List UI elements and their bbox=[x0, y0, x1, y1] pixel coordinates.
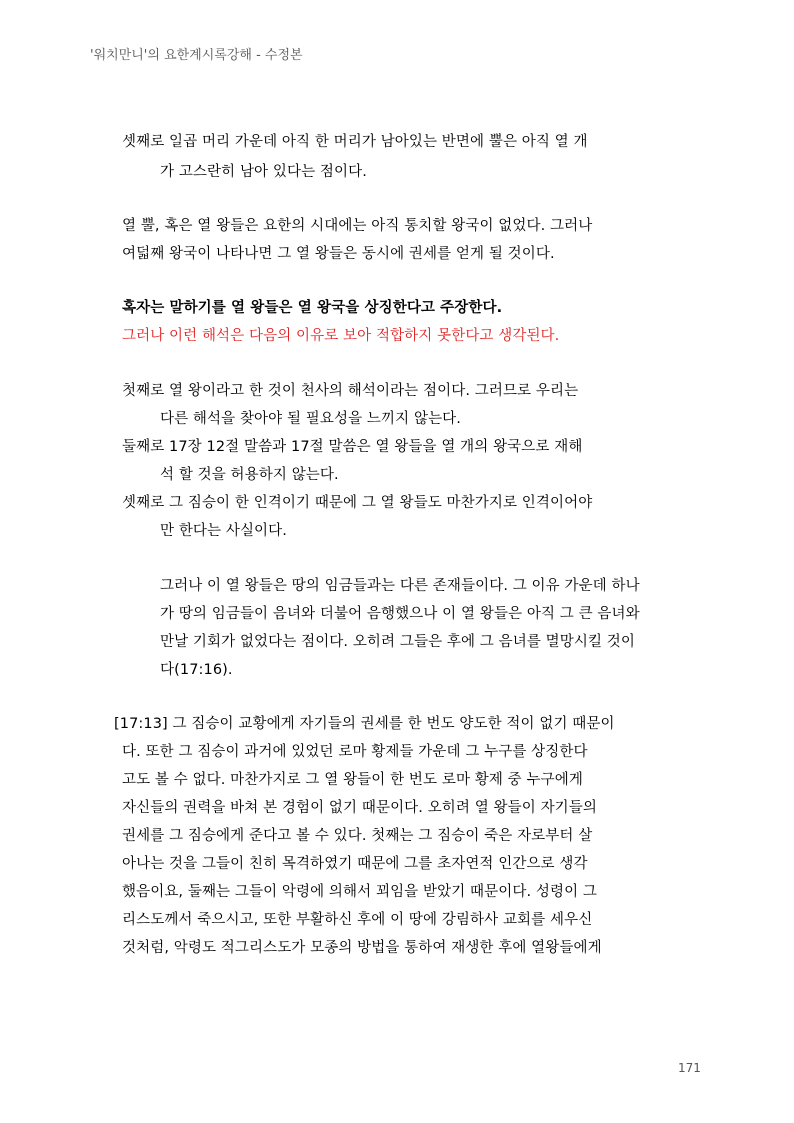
paragraph-line: 가 땅의 임금들이 음녀와 더불어 음행했으나 이 열 왕들은 아직 그 큰 음녀와 bbox=[160, 606, 640, 622]
reason-line: 석 할 것을 허용하지 않는다. bbox=[160, 467, 339, 483]
page-number: 171 bbox=[678, 1061, 701, 1075]
verse-line: 자신들의 권력을 바쳐 본 경험이 없기 때문이다. 오히려 열 왕들이 자기들의 bbox=[122, 800, 598, 816]
reason-line: 만 한다는 사실이다. bbox=[160, 523, 287, 539]
paragraph-line: 가 고스란히 남아 있다는 점이다. bbox=[160, 164, 367, 180]
verse-line: 다. 또한 그 짐승이 과거에 있었던 로마 황제들 가운데 그 누구를 상징한다 bbox=[122, 744, 588, 760]
verse-line: 것처럼, 악령도 적그리스도가 모종의 방법을 통하여 재생한 후에 열왕들에게 bbox=[122, 940, 602, 956]
paragraph-line: 여덟째 왕국이 나타나면 그 열 왕들은 동시에 권세를 얻게 될 것이다. bbox=[122, 246, 555, 262]
reason-line: 다른 해석을 찾아야 될 필요성을 느끼지 않는다. bbox=[160, 411, 461, 427]
red-statement: 그러나 이런 해석은 다음의 이유로 보아 적합하지 못한다고 생각된다. bbox=[122, 328, 560, 344]
running-header: '워치만니'의 요한계시록강해 - 수정본 bbox=[90, 48, 303, 63]
verse-line: 아나는 것을 그들이 친히 목격하였기 때문에 그를 초자연적 인간으로 생각 bbox=[122, 856, 588, 872]
reason-line: 첫째로 열 왕이라고 한 것이 천사의 해석이라는 점이다. 그러므로 우리는 bbox=[122, 383, 579, 399]
reason-line: 셋째로 그 짐승이 한 인격이기 때문에 그 열 왕들도 마찬가지로 인격이어야 bbox=[122, 495, 593, 511]
reason-line: 둘째로 17장 12절 말씀과 17절 말씀은 열 왕들을 열 개의 왕국으로 재해 bbox=[122, 439, 583, 455]
paragraph-line: 다(17:16). bbox=[160, 662, 233, 678]
verse-line: [17:13] 그 짐승이 교황에게 자기들의 권세를 한 번도 양도한 적이 없기 때문이 bbox=[114, 716, 615, 732]
paragraph-line: 그러나 이 열 왕들은 땅의 임금들과는 다른 존재들이다. 그 이유 가운데 하나 bbox=[160, 578, 640, 594]
verse-line: 리스도께서 죽으시고, 또한 부활하신 후에 이 땅에 강림하사 교회를 세우신 bbox=[122, 912, 593, 928]
bold-statement: 혹자는 말하기를 열 왕들은 열 왕국을 상징한다고 주장한다. bbox=[122, 300, 503, 316]
verse-line: 고도 볼 수 없다. 마찬가지로 그 열 왕들이 한 번도 로마 황제 중 누구에게 bbox=[122, 772, 583, 788]
paragraph-line: 셋째로 일곱 머리 가운데 아직 한 머리가 남아있는 반면에 뿔은 아직 열 개 bbox=[122, 134, 588, 150]
paragraph-line: 만날 기회가 없었다는 점이다. 오히려 그들은 후에 그 음녀를 멸망시킬 것이 bbox=[160, 634, 636, 650]
verse-line: 권세를 그 짐승에게 준다고 볼 수 있다. 첫째는 그 짐승이 죽은 자로부터 살 bbox=[122, 828, 593, 844]
paragraph-line: 열 뿔, 혹은 열 왕들은 요한의 시대에는 아직 통치할 왕국이 없었다. 그러나 bbox=[122, 218, 593, 234]
verse-line: 했음이요, 둘째는 그들이 악령에 의해서 꾀임을 받았기 때문이다. 성령이 그 bbox=[122, 884, 598, 900]
